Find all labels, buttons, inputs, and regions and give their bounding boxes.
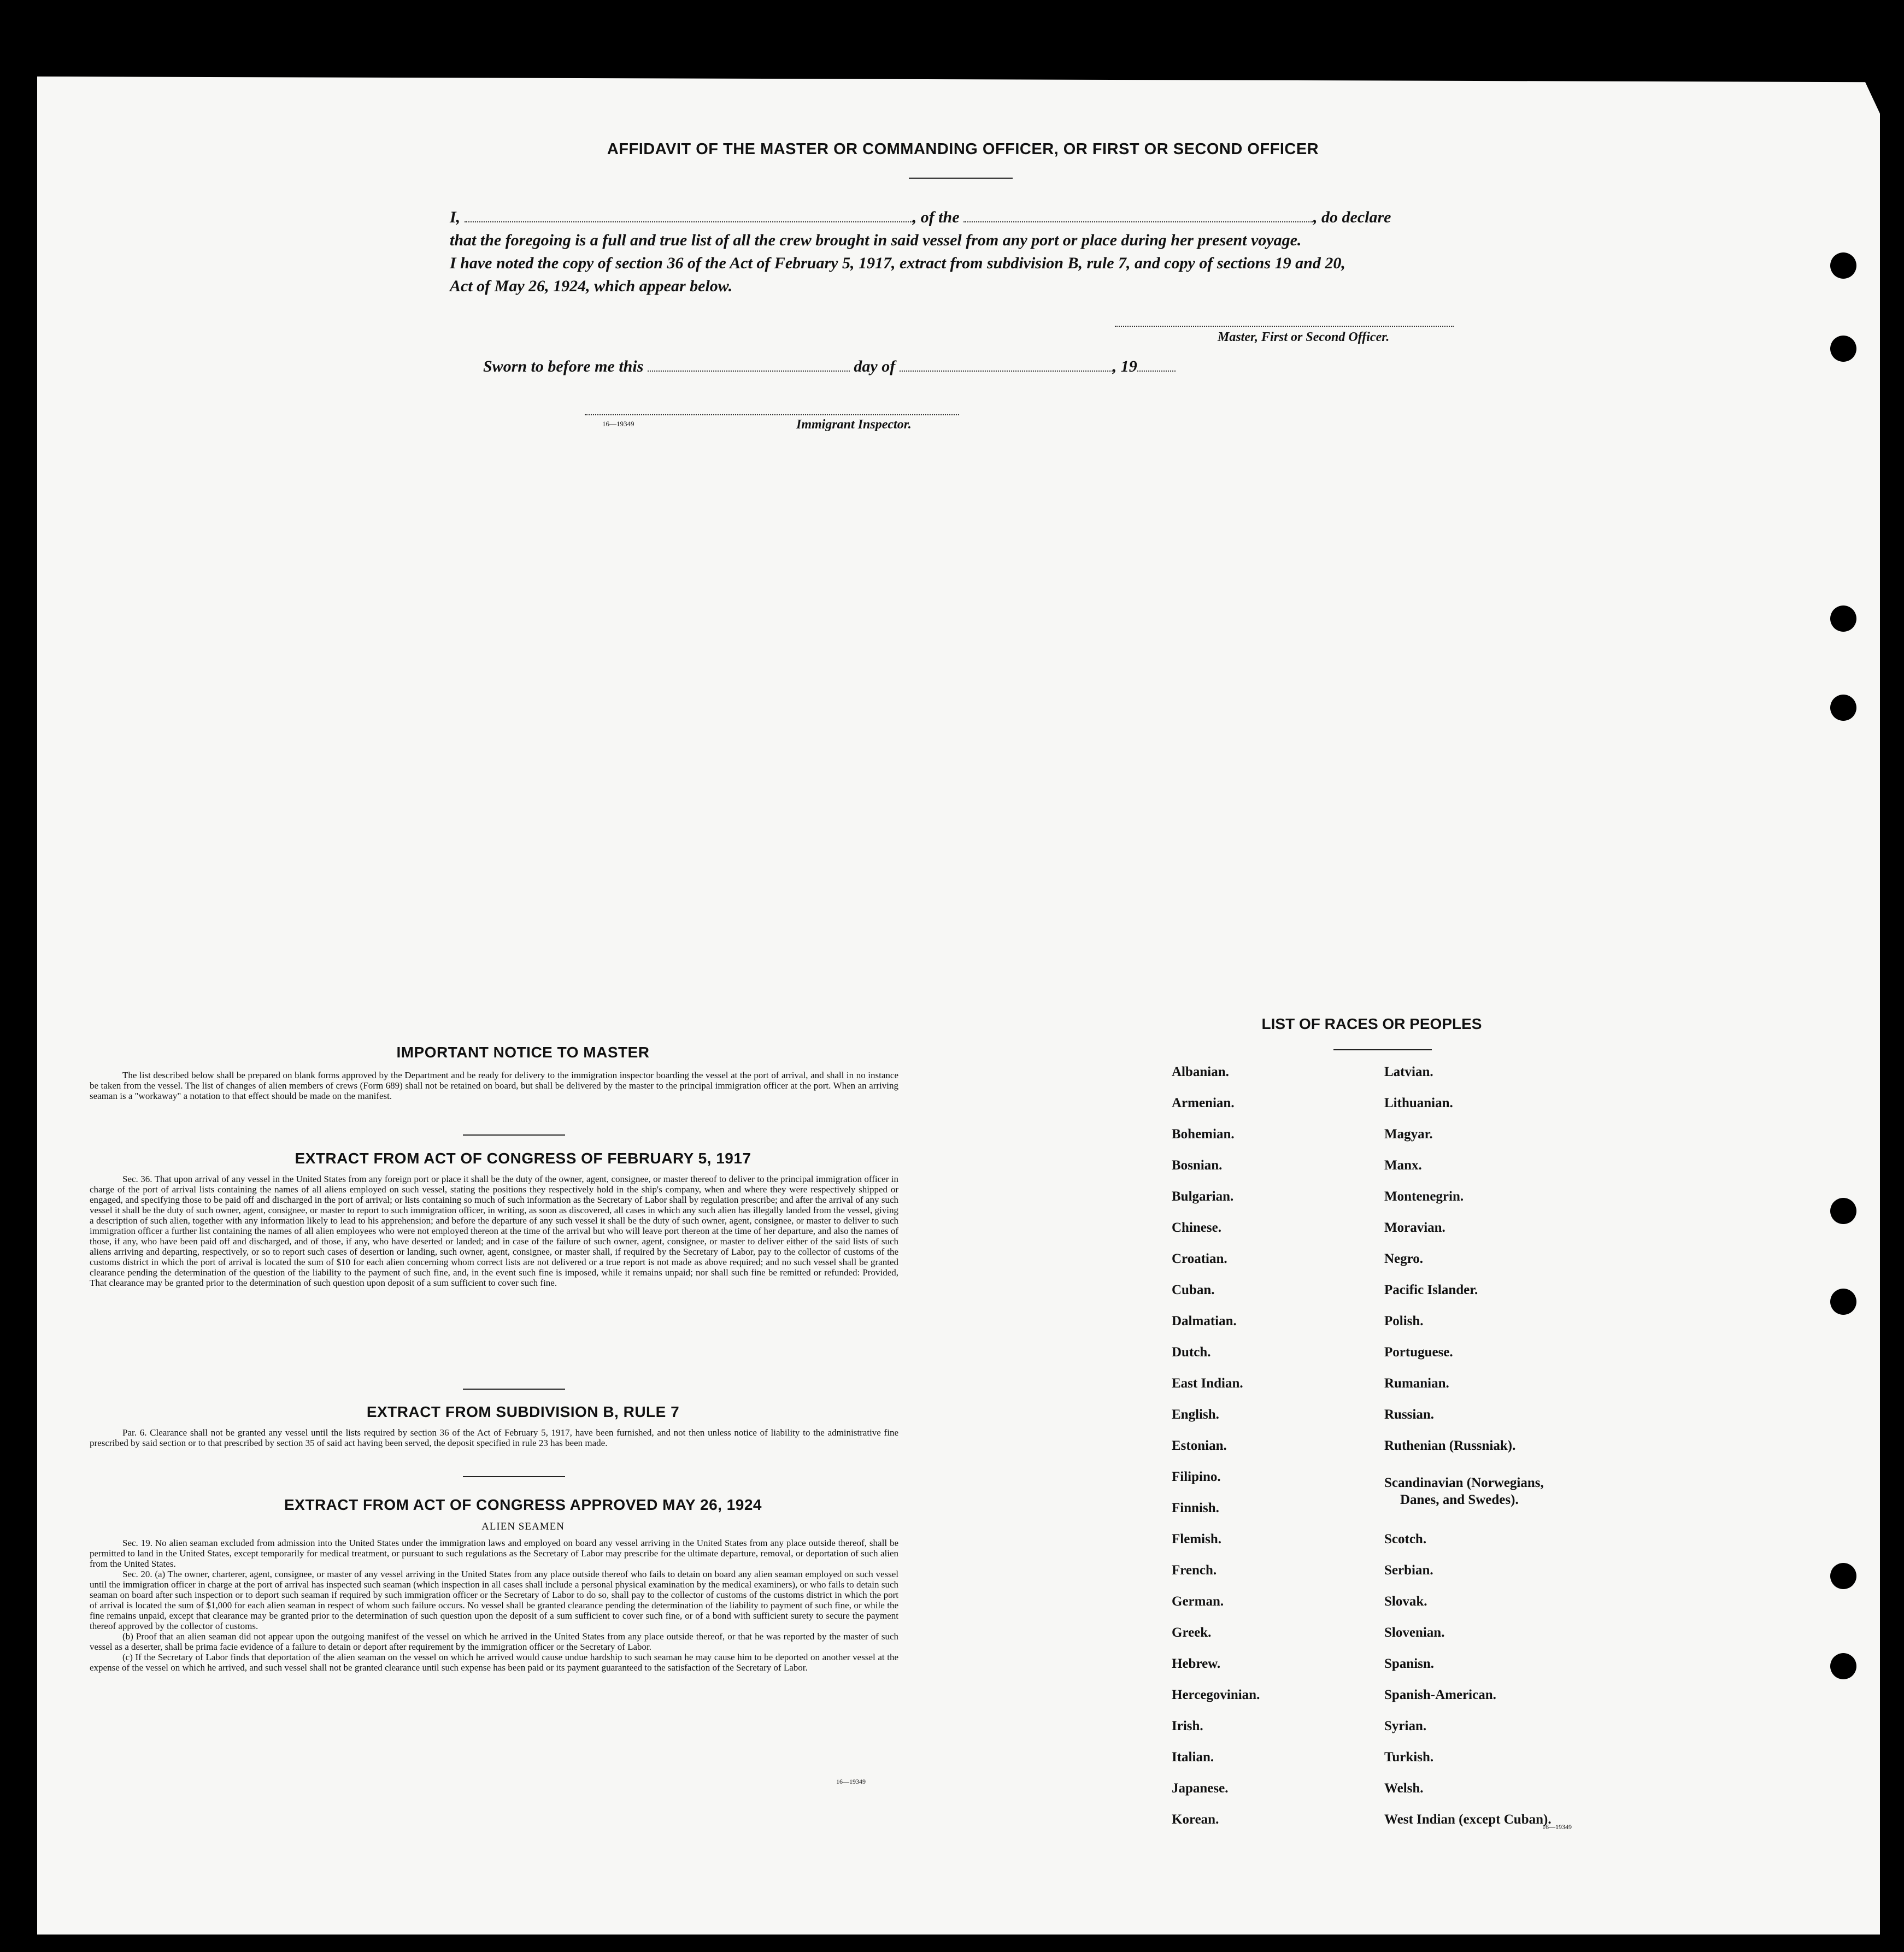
race-item: Bulgarian.: [1172, 1189, 1234, 1204]
race-item: Ruthenian (Russniak).: [1384, 1438, 1516, 1453]
race-item: Filipino.: [1172, 1469, 1221, 1484]
race-item: Hercegovinian.: [1172, 1688, 1260, 1702]
race-item: Montenegrin.: [1384, 1189, 1464, 1204]
punch-hole: [1830, 695, 1856, 721]
race-item: Lithuanian.: [1384, 1096, 1453, 1110]
extract-1917-title: EXTRACT FROM ACT OF CONGRESS OF FEBRUARY 5, 1917: [295, 1150, 751, 1167]
race-item: Portuguese.: [1384, 1345, 1453, 1360]
extract-1924-subtitle: ALIEN SEAMEN: [481, 1521, 565, 1532]
race-item: Scandinavian (Norwegians,: [1384, 1475, 1544, 1490]
race-item: Croatian.: [1172, 1251, 1227, 1266]
declaration-suffix: , do declare: [1313, 208, 1391, 226]
declaration-line-4: Act of May 26, 1924, which appear below.: [450, 277, 733, 295]
race-item: Irish.: [1172, 1719, 1203, 1733]
declaration-line-2: that the foregoing is a full and true list of all the crew brought in said vessel from any port or place during her present voyage.: [450, 231, 1302, 249]
notice-title: IMPORTANT NOTICE TO MASTER: [396, 1044, 650, 1061]
signature-label: Master, First or Second Officer.: [1218, 330, 1390, 344]
sec-20a-text: Sec. 20. (a) The owner, charterer, agent, consignee, or master of any vessel arriving in the United States from any place outside thereof who fails to detain on board any alien seaman employed on such vessel until the immigration officer in charge at the port of arrival has inspected such seaman (which inspection in all cases shall include a personal physical examination by the medical examiners), or who fails to detain such seaman on board after such inspection or to deport such seaman if required by such immigration officer or the Secretary of Labor to do so, shall pay to the collector of customs of the customs district in which the port of arrival is located the sum of $1,000 for each alien seaman in respect of whom such failure occurs. No vessel shall be granted clearance pending the determination of the liability to payment of such fine, or while the fine remains unpaid, except that clearance may be granted prior to the determination of such question upon the deposit of a sum sufficient to cover such fine, or of a bond with sufficient surety to secure the payment thereof approved by the collector of customs.: [90, 1569, 898, 1631]
vessel-field[interactable]: [963, 221, 1313, 222]
race-item: Russian.: [1384, 1407, 1435, 1422]
punch-hole: [1830, 1198, 1856, 1224]
race-item: Hebrew.: [1172, 1656, 1221, 1671]
name-field[interactable]: [465, 221, 913, 222]
race-item: Moravian.: [1384, 1220, 1445, 1235]
race-item: Danes, and Swedes).: [1400, 1492, 1519, 1507]
punch-hole: [1830, 1563, 1856, 1589]
race-item: Bosnian.: [1172, 1158, 1223, 1173]
race-item: Chinese.: [1172, 1220, 1221, 1235]
declaration: [450, 206, 1477, 298]
sworn-day-field[interactable]: [648, 370, 850, 372]
extract-1917-text: Sec. 36. That upon arrival of any vessel in the United States from any foreign port or place it shall be the duty of the owner, agent, consignee, or master thereof to deliver to the principal immigration officer in charge of the port of arrival lists containing the names of all aliens employed on such vessel, stating the positions they respectively hold in the ship's company, when and where they were respectively shipped or engaged, and specifying those to be paid off and discharged in the port of arrival; or lists containing so much of such information as the Secretary of Labor shall by regulation prescribe; and after the arrival of any such vessel it shall be the duty of such owner, agent, consignee, or master to report to such immigration officer, in writing, as soon as discovered, all cases in which any such alien has illegally landed from the vessel, giving a description of such alien, together with any information likely to lead to his apprehension; and before the departure of any such vessel it shall be the duty of such owner, agent, consignee, or master to deliver to such immigration officer a further list containing the names of all alien employees who were not employed thereon at the time of the arrival but who will leave port thereon at the time of her departure, and also the names of those, if any, who have been paid off and discharged, and of those, if any, who have deserted or landed; and in case of the failure of such owner, agent, consignee, or master to deliver either of the said lists of such aliens arriving and departing, respectively, or so to report such cases of desertion or landing, such owner, agent, consignee, or master shall, if required by the Secretary of Labor, pay to the collector of customs of the customs district in which the port of arrival is located the sum of $10 for each alien concerning whom correct lists are not delivered or a true report is not made as above required; and no such vessel shall be granted clearance pending the determination of the question of the liability to the payment of such fine, and, in the event such fine is imposed, while it remains unpaid; nor shall such fine be remitted or refunded: Provided, That clearance may be granted prior to the determination of such question upon deposit of a sum sufficient to cover such fine.: [90, 1174, 898, 1288]
race-item: Dalmatian.: [1172, 1314, 1237, 1328]
sworn-day-label: day of: [854, 357, 896, 375]
race-item: Bohemian.: [1172, 1127, 1235, 1142]
race-item: Slovenian.: [1384, 1625, 1445, 1640]
race-item: East Indian.: [1172, 1376, 1243, 1391]
race-item: Scotch.: [1384, 1532, 1427, 1547]
race-item: Cuban.: [1172, 1283, 1215, 1297]
race-item: Flemish.: [1172, 1532, 1221, 1547]
sworn-prefix: Sworn to before me this: [483, 357, 644, 375]
race-item: Estonian.: [1172, 1438, 1227, 1453]
sworn-year-label: , 19: [1112, 357, 1137, 375]
inspector-signature-line[interactable]: [585, 414, 959, 415]
races-divider: [1333, 1049, 1432, 1050]
punch-hole: [1830, 336, 1856, 362]
race-item: Welsh.: [1384, 1781, 1424, 1796]
race-item: Albanian.: [1172, 1065, 1229, 1079]
race-item: German.: [1172, 1594, 1224, 1609]
sec-20c-text: (c) If the Secretary of Labor finds that deportation of the alien seaman on the vessel on which he arrived would cause undue hardship to such seaman he may cause him to be deported on another vessel at the expense of the vessel on which he arrived, and such vessel shall not be granted clearance until such expense has been paid or its payment guaranteed to the satisfaction of the Secretary of Labor.: [90, 1652, 898, 1673]
declaration-middle: , of the: [912, 208, 960, 226]
punch-hole: [1830, 605, 1856, 632]
race-item: French.: [1172, 1563, 1217, 1578]
punch-hole: [1830, 252, 1856, 279]
race-item: West Indian (except Cuban).: [1384, 1812, 1552, 1827]
section-divider: [463, 1134, 565, 1136]
race-item: Armenian.: [1172, 1096, 1235, 1110]
inspector-label: Immigrant Inspector.: [796, 418, 912, 432]
punch-hole: [1830, 1289, 1856, 1315]
race-item: Slovak.: [1384, 1594, 1427, 1609]
race-item: Rumanian.: [1384, 1376, 1449, 1391]
extract-rule7-text: Par. 6. Clearance shall not be granted any vessel until the lists required by section 36 of the Act of February 5, 1917, have been furnished, and not then unless notice of liability to the administrative fine prescribed by said section or to that prescribed by section 35 of said act having been served, the deposit specified in rule 23 has been made.: [90, 1427, 898, 1448]
extract-1924-body: [90, 1538, 898, 1673]
punch-hole: [1830, 1653, 1856, 1679]
race-item: Korean.: [1172, 1812, 1219, 1827]
sworn-month-field[interactable]: [900, 370, 1113, 372]
race-item: Spanish-American.: [1384, 1688, 1496, 1702]
race-item: Negro.: [1384, 1251, 1424, 1266]
race-item: Pacific Islander.: [1384, 1283, 1478, 1297]
race-item: Manx.: [1384, 1158, 1422, 1173]
sworn-year-field[interactable]: [1137, 370, 1176, 372]
extract-rule7-title: EXTRACT FROM SUBDIVISION B, RULE 7: [366, 1403, 680, 1420]
race-item: Turkish.: [1384, 1750, 1434, 1765]
race-item: Japanese.: [1172, 1781, 1229, 1796]
race-item: Greek.: [1172, 1625, 1212, 1640]
sec-20b-text: (b) Proof that an alien seaman did not appear upon the outgoing manifest of the vessel on which he arrived in the United States from any place outside thereof, or that he was reported by the master of such vessel as a deserter, shall be prima facie evidence of a failure to detain or deport after requirement by the immigration officer or the Secretary of Labor.: [90, 1631, 898, 1652]
race-item: Dutch.: [1172, 1345, 1211, 1360]
race-item: Finnish.: [1172, 1501, 1219, 1515]
form-number: 16—19349: [836, 1778, 866, 1785]
race-item: Syrian.: [1384, 1719, 1427, 1733]
form-number: 16—19349: [602, 420, 634, 428]
affidavit-title: AFFIDAVIT OF THE MASTER OR COMMANDING OFFICER, OR FIRST OR SECOND OFFICER: [607, 140, 1319, 158]
signature-line[interactable]: [1115, 326, 1454, 327]
section-divider: [463, 1476, 565, 1477]
races-title: LIST OF RACES OR PEOPLES: [1261, 1015, 1482, 1032]
race-item: Italian.: [1172, 1750, 1214, 1765]
title-divider: [909, 178, 1013, 179]
declaration-line-3: I have noted the copy of section 36 of the Act of February 5, 1917, extract from subdivision B, rule 7, and copy of sections 19 and 20,: [450, 254, 1345, 272]
notice-text: The list described below shall be prepared on blank forms approved by the Department and be ready for delivery to the immigration inspector boarding the vessel at the port of arrival, and shall in no instance be taken from the vessel. The list of changes of alien members of crews (Form 689) shall not be retained on board, but shall be delivered by the master to the principal immigration officer at the port. When an arriving seaman is a "workaway" a notation to that effect should be made on the manifest.: [90, 1070, 898, 1101]
section-divider: [463, 1389, 565, 1390]
race-item: Latvian.: [1384, 1065, 1433, 1079]
race-item: Serbian.: [1384, 1563, 1433, 1578]
race-item: English.: [1172, 1407, 1219, 1422]
sec-19-text: Sec. 19. No alien seaman excluded from admission into the United States under the immigration laws and employed on board any vessel arriving in the United States from any place outside thereof, shall be permitted to land in the United States, except temporarily for medical treatment, or pursuant to such regulations as the Secretary of Labor may prescribe for the ultimate departure, removal, or deportation of such alien from the United States.: [90, 1538, 898, 1569]
form-number: 16—19349: [1542, 1823, 1572, 1831]
sworn-statement: [483, 357, 1176, 376]
declaration-prefix: I,: [450, 208, 461, 226]
race-item: Magyar.: [1384, 1127, 1433, 1142]
extract-1924-title: EXTRACT FROM ACT OF CONGRESS APPROVED MAY 26, 1924: [284, 1496, 762, 1513]
race-item: Polish.: [1384, 1314, 1424, 1328]
race-item: Spanisn.: [1384, 1656, 1435, 1671]
